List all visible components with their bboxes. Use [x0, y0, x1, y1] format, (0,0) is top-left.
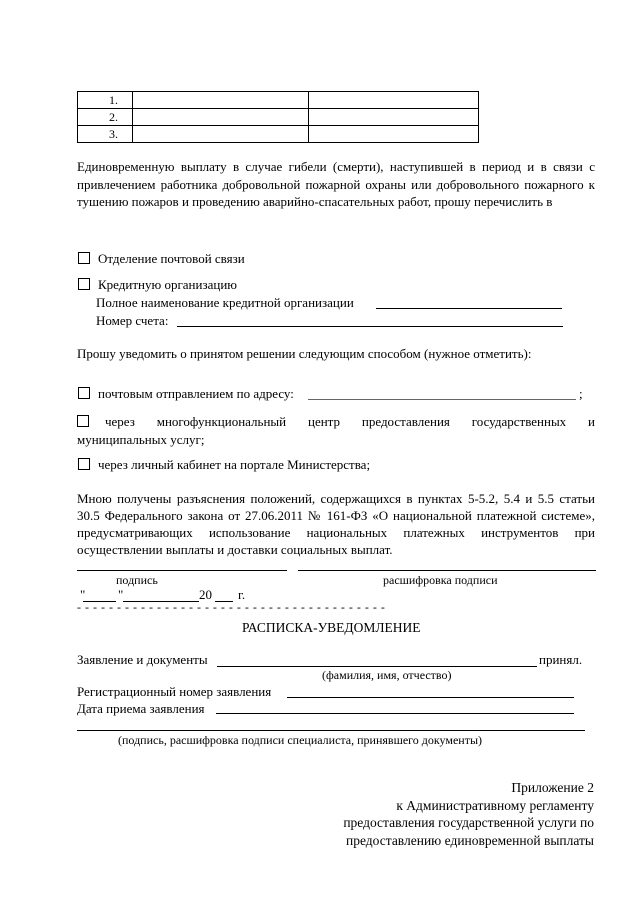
- notify-post-end: ;: [579, 386, 583, 401]
- receipt-title: РАСПИСКА-УВЕДОМЛЕНИЕ: [242, 620, 421, 635]
- option-label: через личный кабинет на портале Министерства;: [98, 457, 371, 472]
- row-number: 3.: [78, 126, 133, 143]
- option-label: Отделение почтовой связи: [98, 251, 245, 266]
- appendix-line: к Административному регламенту: [396, 797, 594, 813]
- option-label: почтовым отправлением по адресу:: [98, 386, 294, 401]
- table-cell[interactable]: [133, 126, 309, 143]
- docs-label: Заявление и документы: [77, 652, 208, 667]
- checkbox[interactable]: [78, 387, 90, 399]
- table-row: [78, 92, 479, 109]
- date-suffix: г.: [238, 587, 246, 602]
- appendix-line: предоставлению единовременной выплаты: [346, 832, 594, 848]
- cut-line: - - - - - - - - - - - - - - - - - - - - - - - - - - - - - - - - - - - - - - -: [77, 600, 386, 614]
- receipt-date-label: Дата приема заявления: [77, 701, 205, 716]
- option-label: Кредитную организацию: [98, 277, 237, 292]
- table-cell[interactable]: [309, 126, 479, 143]
- checkbox[interactable]: [78, 278, 90, 290]
- checkbox[interactable]: [78, 458, 90, 470]
- credit-org-name-field[interactable]: [376, 308, 562, 309]
- reg-number-label: Регистрационный номер заявления: [77, 684, 272, 699]
- specialist-signature-field[interactable]: [77, 730, 585, 731]
- option-post-office[interactable]: [78, 251, 245, 267]
- signature-decode-field[interactable]: [298, 570, 596, 571]
- fio-hint: (фамилия, имя, отчество): [322, 668, 452, 682]
- checkbox[interactable]: [78, 252, 90, 264]
- checkbox[interactable]: [77, 415, 89, 427]
- signature-label: подпись: [116, 573, 158, 587]
- table-row: [78, 109, 479, 126]
- receipt-date-field[interactable]: [216, 713, 574, 714]
- account-number-label: Номер счета:: [96, 313, 169, 328]
- recipients-table: [77, 91, 479, 143]
- docs-accepted: принял.: [539, 652, 583, 667]
- appendix-line: Приложение 2: [511, 780, 594, 795]
- row-number: 1.: [78, 92, 133, 109]
- specialist-hint: (подпись, расшифровка подписи специалиста, принявшего документы): [118, 733, 483, 747]
- explanation-text: Мною получены разъяснения положений, содержащихся в пунктах 5-5.2, 5.4 и 5.5 статьи 30.5 Федерального закона от 27.06.2011 № 161-ФЗ «О национальной платежной системе», предусматривающих использование национальных платежных инструментов при осуществлении выплаты и доставки социальных выплат.: [77, 491, 595, 557]
- table-cell[interactable]: [309, 92, 479, 109]
- table-row: [78, 126, 479, 143]
- table-cell[interactable]: [309, 109, 479, 126]
- payment-request-text: Единовременную выплату в случае гибели (смерти), наступившей в период и в связи с привлечением работника добровольной пожарной охраны или добровольного пожарного к тушению пожаров и проведению аварийно-спасательных работ, прошу перечислить в: [77, 159, 595, 209]
- signature-field[interactable]: [77, 570, 287, 571]
- specialist-name-field[interactable]: [217, 666, 537, 667]
- account-number-field[interactable]: [177, 326, 563, 327]
- appendix-line: предоставления государственной услуги по: [343, 815, 594, 830]
- signature-decode-label: расшифровка подписи: [383, 573, 498, 587]
- appendix-block: [343, 779, 594, 849]
- address-field[interactable]: [308, 399, 576, 400]
- row-number: 2.: [78, 109, 133, 126]
- date-quote-open: ": [80, 587, 86, 602]
- option-notify-cabinet[interactable]: [78, 457, 370, 473]
- option-credit-org[interactable]: [78, 277, 237, 293]
- option-notify-post[interactable]: [78, 386, 294, 402]
- date-year: 20: [199, 587, 212, 602]
- credit-org-name-label: Полное наименование кредитной организации: [96, 295, 354, 310]
- option-notify-mfc[interactable]: [77, 413, 595, 448]
- table-cell[interactable]: [133, 92, 309, 109]
- date-quote-close: ": [118, 587, 124, 602]
- reg-number-field[interactable]: [287, 697, 574, 698]
- table-cell[interactable]: [133, 109, 309, 126]
- option-label: через многофункциональный центр предоставления государственных и муниципальных услуг;: [77, 414, 595, 447]
- notify-intro: Прошу уведомить о принятом решении следующим способом (нужное отметить):: [77, 346, 532, 361]
